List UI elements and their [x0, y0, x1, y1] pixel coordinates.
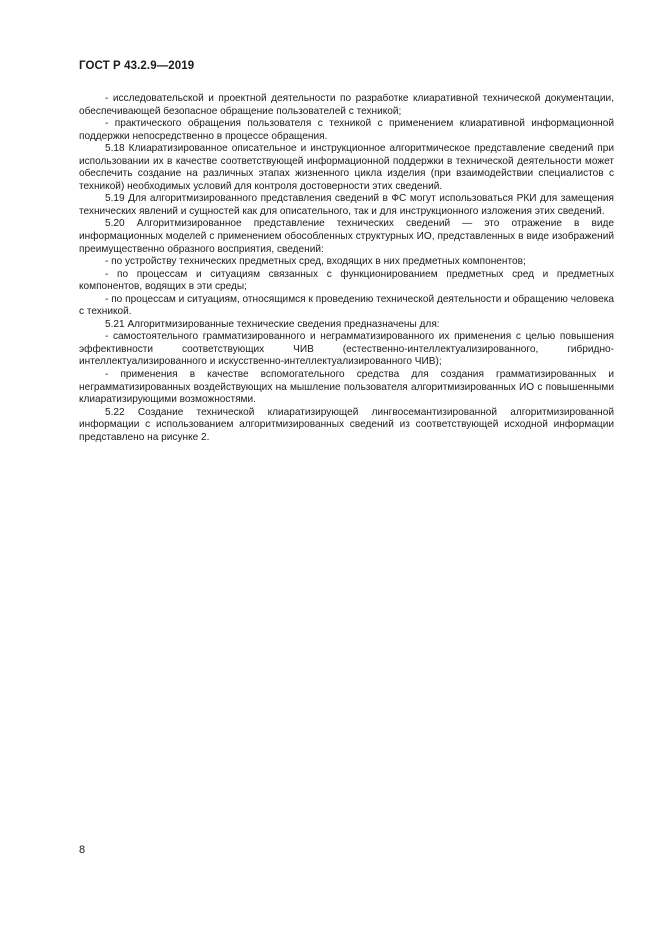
paragraph-5-21: 5.21 Алгоритмизированные технические сведения предназначены для: [105, 318, 440, 330]
paragraph-list-item: - самостоятельного грамматизированного и неграмматизированного их применения с целью повышения эффективности соответствующих ЧИВ (естественно-интеллектуализированного, гибридно-интеллектуализированного и искусственно-интеллектуализированного ЧИВ); [79, 331, 614, 368]
page-number: 8 [79, 844, 86, 856]
paragraph-5-20: 5.20 Алгоритмизированное представление технических сведений — это отражение в виде информационных моделей с применением обособленных структурных ИО, представленных в виде изображений преимущественно образного восприятия, сведений: [79, 218, 614, 255]
paragraph-list-item: - практического обращения пользователя с техникой с применением клиаративной информационной поддержки непосредственно в процессе обращения. [79, 118, 614, 142]
paragraph-5-22: 5.22 Создание технической клиаратизирующей лингвосемантизированной алгоритмизированной информации с использованием алгоритмизированных сведений из соответствующей исходной информации представлено на рисунке 2. [79, 406, 614, 443]
document-header: ГОСТ Р 43.2.9—2019 [79, 60, 195, 72]
paragraph-list-item: - применения в качестве вспомогательного средства для создания грамматизированных и неграмматизированных воздействующих на мышление пользователя алгоритмизированных ИО с повышенными клиаратизирующими возможностями. [79, 369, 614, 406]
paragraph-list-item: - по устройству технических предметных сред, входящих в них предметных компонентов; [105, 256, 526, 268]
document-body [79, 93, 614, 444]
paragraph-5-18: 5.18 Клиаратизированное описательное и инструкционное алгоритмическое представление сведений при использовании их в качестве соответствующей информационной поддержки в технической деятельности может обеспечить создание на различных этапах жизненного цикла изделия (при взаимодействии специалистов с техникой) необходимых условий для контроля достоверности этих сведений. [79, 143, 614, 192]
paragraph-list-item: - исследовательской и проектной деятельности по разработке клиаративной технической документации, обеспечивающей безопасное обращение пользователей с техникой; [79, 93, 614, 117]
paragraph-list-item: - по процессам и ситуациям связанных с функционированием предметных сред и предметных компонентов, водящих в эти среды; [79, 268, 614, 293]
paragraph-5-19: 5.19 Для алгоритмизированного представления сведений в ФС могут использоваться РКИ для замещения технических явлений и сущностей как для описательного, так и для инструкционного изложения этих сведений. [79, 193, 614, 217]
paragraph-list-item: - по процессам и ситуациям, относящимся к проведению технической деятельности и обращению человека с техникой. [79, 293, 614, 318]
